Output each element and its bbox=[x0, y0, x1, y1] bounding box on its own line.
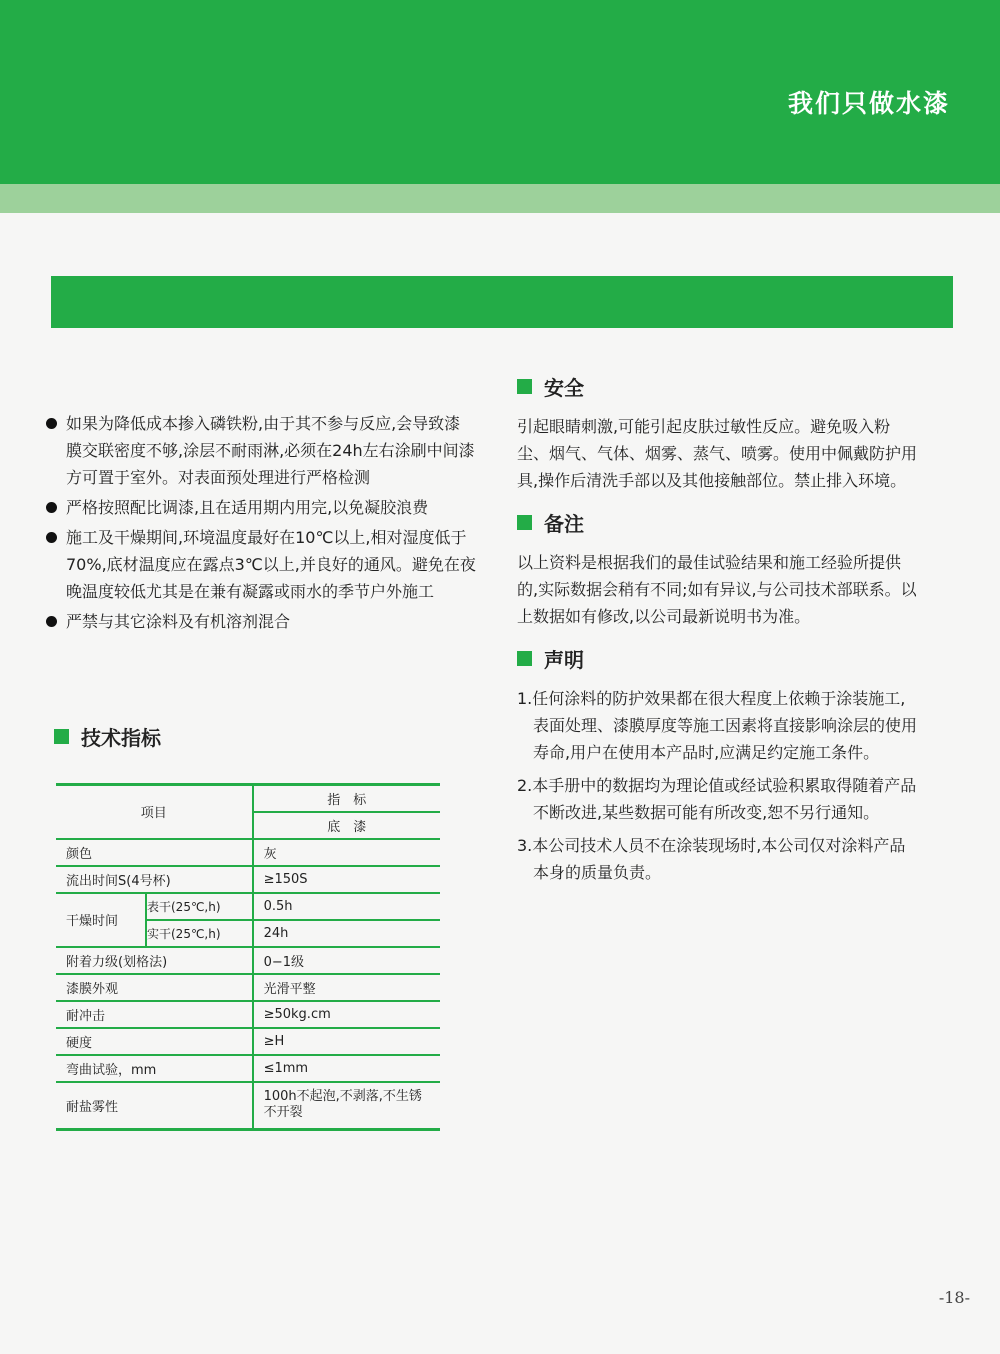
bullet-dot-icon bbox=[46, 418, 57, 429]
page-number: -18- bbox=[938, 1288, 970, 1307]
list-item: 施工及干燥期间,环境温度最好在10℃以上,相对湿度低于70%,底材温度应在露点3℃以上,并良好的通风。避免在夜晚温度较低尤其是在兼有凝露或雨水的季节户外施工 bbox=[46, 524, 476, 605]
list-item: 严禁与其它涂料及有机溶剂混合 bbox=[46, 608, 476, 635]
safety-text: 引起眼睛刺激,可能引起皮肤过敏性反应。避免吸入粉尘、烟气、气体、烟雾、蒸气、喷雾。使用中佩戴防护用具,操作后清洗手部以及其他接触部位。禁止排入环境。 bbox=[517, 417, 918, 490]
green-square-icon bbox=[517, 379, 532, 394]
green-square-icon bbox=[517, 515, 532, 530]
list-item: 严格按照配比调漆,且在适用期内用完,以免凝胶浪费 bbox=[46, 494, 476, 521]
table-row: 耐冲击 ≥50kg.cm bbox=[56, 1001, 440, 1028]
table-row: 干燥时间 表干(25℃,h) 0.5h bbox=[56, 893, 440, 920]
green-square-icon bbox=[517, 651, 532, 666]
list-item: 1.任何涂料的防护效果都在很大程度上依赖于涂装施工,表面处理、漆膜厚度等施工因素将直接影响涂层的使用寿命,用户在使用本产品时,应满足约定施工条件。 bbox=[517, 689, 918, 762]
header-index-cell: 指 标 bbox=[253, 785, 440, 812]
header-primer-cell: 底 漆 bbox=[253, 812, 440, 839]
table-row: 硬度 ≥H bbox=[56, 1028, 440, 1055]
header-sub-band bbox=[0, 184, 1000, 213]
table-row: 漆膜外观 光滑平整 bbox=[56, 974, 440, 1001]
header-title: 我们只做水漆 bbox=[787, 89, 950, 118]
right-column bbox=[517, 372, 917, 900]
safety-section bbox=[517, 372, 917, 494]
notes-text: 以上资料是根据我们的最佳试验结果和施工经验所提供的,实际数据会稍有不同;如有异议,与公司技术部联系。以上数据如有修改,以公司最新说明书为准。 bbox=[517, 553, 917, 626]
bullet-dot-icon bbox=[46, 502, 57, 513]
statement-section bbox=[517, 644, 917, 886]
list-item: 如果为降低成本掺入磷铁粉,由于其不参与反应,会导致漆膜交联密度不够,涂层不耐雨淋,必须在24h左右涂刷中间漆方可置于室外。对表面预处理进行严格检测 bbox=[46, 410, 476, 491]
statement-heading: 声明 bbox=[517, 644, 917, 673]
table-row: 实干(25℃,h) 24h bbox=[56, 920, 440, 947]
tech-spec-heading: 技术指标 bbox=[54, 722, 161, 751]
header-item-cell: 项目 bbox=[56, 785, 253, 839]
table-row bbox=[56, 785, 440, 812]
tech-spec-table bbox=[56, 783, 440, 1131]
safety-heading: 安全 bbox=[517, 372, 917, 401]
bullet-dot-icon bbox=[46, 532, 57, 543]
table-row: 附着力级(划格法) 0−1级 bbox=[56, 947, 440, 974]
notes-heading: 备注 bbox=[517, 508, 917, 537]
table-row: 耐盐雾性 100h不起泡,不剥落,不生锈 不开裂 bbox=[56, 1082, 440, 1130]
green-square-icon bbox=[54, 729, 69, 744]
table-row: 颜色 灰 bbox=[56, 839, 440, 866]
list-item: 3.本公司技术人员不在涂装现场时,本公司仅对涂料产品本身的质量负责。 bbox=[517, 836, 906, 882]
notes-section bbox=[517, 508, 917, 630]
list-item: 2.本手册中的数据均为理论值或经试验积累取得随着产品不断改进,某些数据可能有所改变,恕不另行通知。 bbox=[517, 776, 917, 822]
bullet-dot-icon bbox=[46, 616, 57, 627]
table-row: 弯曲试验，mm ≤1mm bbox=[56, 1055, 440, 1082]
section-banner-bar bbox=[51, 276, 953, 328]
table-row: 流出时间S(4号杯) ≥150S bbox=[56, 866, 440, 893]
precautions-list bbox=[46, 410, 476, 638]
